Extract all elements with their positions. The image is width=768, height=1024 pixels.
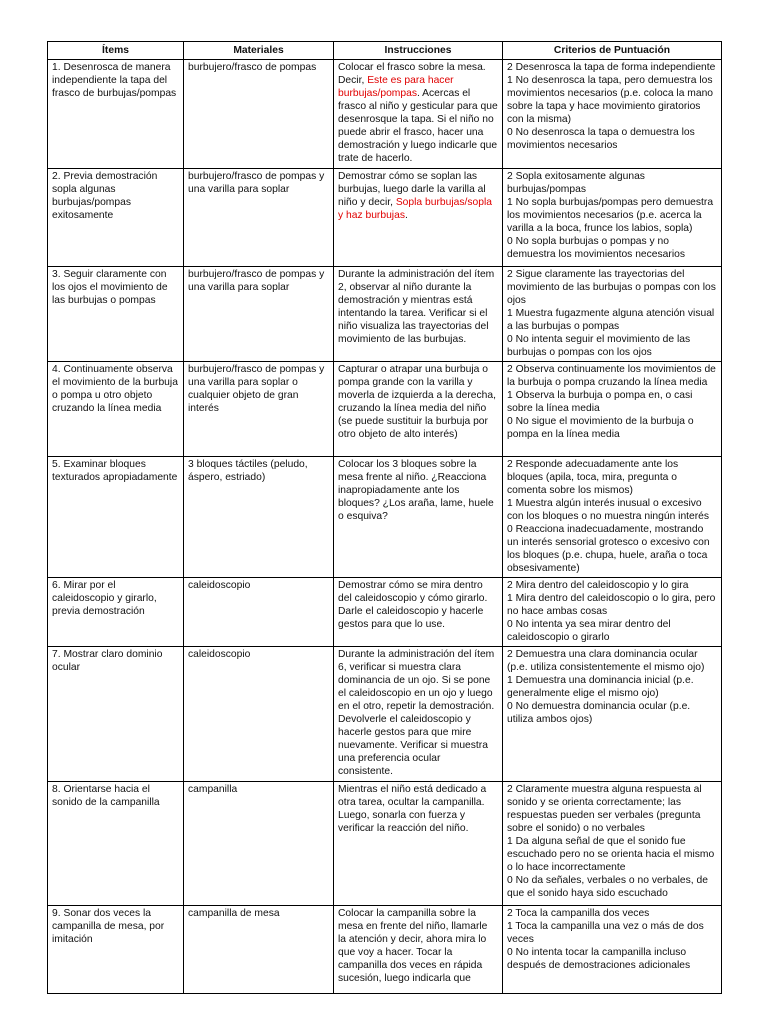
table-row	[48, 457, 722, 578]
item-cell: 4. Continuamente observa el movimiento de la burbuja o pompa u otro objeto cruzando la línea media	[48, 362, 184, 457]
table-row	[48, 647, 722, 782]
instruction-text: Colocar la campanilla sobre la mesa en frente del niño, llamarle la atención y decir, ahora mira lo que voy a hacer. Tocar la campanilla dos veces en rápida sucesión, luego indicarla que	[338, 908, 488, 984]
score-criterion: 2 Observa continuamente los movimientos de la burbuja o pompa cruzando la línea media	[507, 364, 716, 388]
score-criterion: 1 Muestra fugazmente alguna atención visual a las burbujas o pompas	[507, 308, 715, 332]
instructions-cell	[334, 647, 503, 782]
score-criterion: 2 Claramente muestra alguna respuesta al sonido y se orienta correctamente; las respuestas pueden ser verbales (pregunta sobre el sonido) o no verbales	[507, 784, 702, 834]
score-criterion: 1 Observa la burbuja o pompa en, o casi sobre la línea media	[507, 390, 693, 414]
materials-cell: caleidoscopio	[184, 647, 334, 782]
materials-cell: burbujero/frasco de pompas	[184, 60, 334, 169]
instruction-text: Colocar los 3 bloques sobre la mesa frente al niño. ¿Reacciona inapropiadamente ante los bloques? ¿Los araña, lame, huele o esquiva?	[338, 459, 494, 522]
table-row	[48, 578, 722, 647]
score-criterion: 2 Mira dentro del caleidoscopio y lo gira	[507, 580, 689, 591]
spoken-prompt: Sopla burbujas/sopla y haz burbujas	[338, 197, 492, 221]
header-criteria: Criterios de Puntuación	[503, 42, 722, 60]
score-criterion: 2 Desenrosca la tapa de forma independiente	[507, 62, 716, 73]
score-criterion: 2 Sopla exitosamente algunas burbujas/pompas	[507, 171, 645, 195]
item-cell: 8. Orientarse hacia el sonido de la campanilla	[48, 782, 184, 906]
instruction-text: Demostrar cómo se soplan las burbujas, luego darle la varilla al niño y decir,	[338, 171, 486, 208]
score-criterion: 0 No desenrosca la tapa o demuestra los movimientos necesarios	[507, 127, 695, 151]
header-materials: Materiales	[184, 42, 334, 60]
table-row	[48, 267, 722, 362]
score-criterion: 0 No intenta ya sea mirar dentro del caleidoscopio o girarlo	[507, 619, 671, 643]
score-criterion: 2 Toca la campanilla dos veces	[507, 908, 650, 919]
score-criterion: 1 Muestra algún interés inusual o excesivo con los bloques o no muestra ningún interés	[507, 498, 710, 522]
criteria-cell	[503, 578, 722, 647]
criteria-cell	[503, 647, 722, 782]
score-criterion: 0 No da señales, verbales o no verbales, de que el sonido haya sido escuchado	[507, 875, 708, 899]
criteria-cell	[503, 267, 722, 362]
table-row	[48, 60, 722, 169]
header-row	[48, 42, 722, 60]
table-row	[48, 169, 722, 267]
score-criterion: 0 No demuestra dominancia ocular (p.e. utiliza ambos ojos)	[507, 701, 691, 725]
criteria-cell	[503, 782, 722, 906]
score-criterion: 0 Reacciona inadecuadamente, mostrando un interés sensorial grotesco o excesivo con los bloques (p.e. chupa, huele, araña o toca obsesivamente)	[507, 524, 710, 574]
score-criterion: 1 Da alguna señal de que el sonido fue escuchado pero no se orienta hacia el mismo o lo hace incorrectamente	[507, 836, 715, 873]
spoken-prompt: Este es para hacer burbujas/pompas	[338, 75, 454, 99]
instruction-text: . Acercas el frasco al niño y gesticular para que desenrosque la tapa. Si el niño no puede abrir el frasco, hacer una demostración y luego indicarle que trate de hacerlo.	[338, 88, 498, 164]
item-cell: 9. Sonar dos veces la campanilla de mesa, por imitación	[48, 906, 184, 994]
instruction-text: Capturar o atrapar una burbuja o pompa grande con la varilla y moverla de izquierda a la derecha, cruzando la línea media del niño (se puede sustituir la burbuja por otro objeto de alto interés)	[338, 364, 496, 440]
score-criterion: 1 Toca la campanilla una vez o más de dos veces	[507, 921, 704, 945]
instruction-text: Durante la administración del ítem 6, verificar si muestra clara dominancia de un ojo. Si se pone el caleidoscopio en un ojo y luego en el otro, repetir la demostración. Devolverle el caleidoscopio y hacerle gestos para que mire nuevamente. Verificar si muestra una preferencia ocular consistente.	[338, 649, 495, 777]
score-criterion: 0 No sigue el movimiento de la burbuja o pompa en la línea media	[507, 416, 694, 440]
criteria-cell	[503, 362, 722, 457]
instructions-cell	[334, 169, 503, 267]
materials-cell: 3 bloques táctiles (peludo, áspero, estriado)	[184, 457, 334, 578]
scoring-table	[47, 41, 722, 994]
instruction-text: Colocar el frasco sobre la mesa. Decir,	[338, 62, 486, 86]
item-cell: 3. Seguir claramente con los ojos el movimiento de las burbujas o pompas	[48, 267, 184, 362]
item-cell: 5. Examinar bloques texturados apropiadamente	[48, 457, 184, 578]
criteria-cell	[503, 457, 722, 578]
score-criterion: 2 Sigue claramente las trayectorias del movimiento de las burbujas o pompas con los ojos	[507, 269, 716, 306]
criteria-cell	[503, 906, 722, 994]
score-criterion: 1 Mira dentro del caleidoscopio o lo gira, pero no hace ambas cosas	[507, 593, 716, 617]
materials-cell: burbujero/frasco de pompas y una varilla para soplar	[184, 267, 334, 362]
table-row	[48, 782, 722, 906]
score-criterion: 2 Responde adecuadamente ante los bloques (apila, toca, mira, pregunta o comenta sobre los mismos)	[507, 459, 679, 496]
score-criterion: 0 No sopla burbujas o pompas y no demuestra los movimientos necesarios	[507, 236, 685, 260]
instructions-cell	[334, 578, 503, 647]
item-cell: 6. Mirar por el caleidoscopio y girarlo, previa demostración	[48, 578, 184, 647]
materials-cell: burbujero/frasco de pompas y una varilla para soplar	[184, 169, 334, 267]
score-criterion: 2 Demuestra una clara dominancia ocular (p.e. utiliza consistentemente el mismo ojo)	[507, 649, 705, 673]
item-cell: 7. Mostrar claro dominio ocular	[48, 647, 184, 782]
materials-cell: campanilla	[184, 782, 334, 906]
score-criterion: 1 No desenrosca la tapa, pero demuestra los movimientos necesarios (p.e. coloca la mano sobre la tapa y hace movimiento giratorios con la misma)	[507, 75, 714, 125]
materials-cell: campanilla de mesa	[184, 906, 334, 994]
instruction-text: Mientras el niño está dedicado a otra tarea, ocultar la campanilla. Luego, sonarla con fuerza y verificar la reacción del niño.	[338, 784, 487, 834]
instructions-cell	[334, 267, 503, 362]
table-row	[48, 362, 722, 457]
score-criterion: 0 No intenta tocar la campanilla incluso después de demostraciones adicionales	[507, 947, 691, 971]
table-row	[48, 906, 722, 994]
instructions-cell	[334, 782, 503, 906]
instruction-text: Durante la administración del ítem 2, observar al niño durante la demostración y mientras está intentando la tarea. Verificar si el niño visualiza las trayectorias del movimiento de las burbujas.	[338, 269, 495, 345]
item-cell: 1. Desenrosca de manera independiente la tapa del frasco de burbujas/pompas	[48, 60, 184, 169]
score-criterion: 1 Demuestra una dominancia inicial (p.e. generalmente elige el mismo ojo)	[507, 675, 694, 699]
header-items: Ítems	[48, 42, 184, 60]
instructions-cell	[334, 906, 503, 994]
materials-cell: caleidoscopio	[184, 578, 334, 647]
header-instructions: Instrucciones	[334, 42, 503, 60]
criteria-cell	[503, 60, 722, 169]
criteria-cell	[503, 169, 722, 267]
instructions-cell	[334, 457, 503, 578]
materials-cell: burbujero/frasco de pompas y una varilla para soplar o cualquier objeto de gran interés	[184, 362, 334, 457]
instructions-cell	[334, 60, 503, 169]
instruction-text: .	[404, 210, 408, 221]
instruction-text: Demostrar cómo se mira dentro del caleidoscopio y cómo girarlo. Darle el caleidoscopio y hacerle gestos para que lo use.	[338, 580, 488, 630]
instructions-cell	[334, 362, 503, 457]
score-criterion: 0 No intenta seguir el movimiento de las burbujas o pompas con los ojos	[507, 334, 691, 358]
score-criterion: 1 No sopla burbujas/pompas pero demuestra los movimientos necesarios (p.e. acerca la varilla a la boca, frunce los labios, sopla)	[507, 197, 714, 234]
item-cell: 2. Previa demostración sopla algunas burbujas/pompas exitosamente	[48, 169, 184, 267]
